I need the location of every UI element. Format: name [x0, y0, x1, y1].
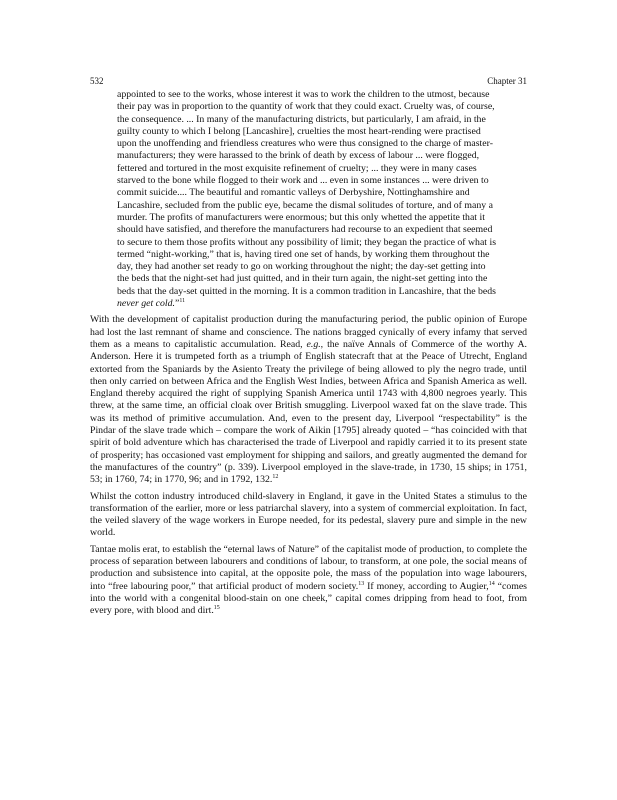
quote-close-mark: ”: [174, 298, 180, 310]
paragraph-text-cont: If money, according to Augier,: [364, 580, 489, 592]
footnote-marker-14[interactable]: 14: [488, 580, 495, 587]
paragraph-text: Tantae molis erat, to establish the “eternal laws of Nature” of the capitalist mode of production, to complete the process of separation between labourers and conditions of labour, to transform, at one pole, the social means of production and subsistence into capital, at the opposite pole, the mass of the population into wage labourers, into “free labouring poor,” that artificial product of modern society.: [90, 543, 527, 592]
paragraph-text: With the development of capitalist production during the manufacturing period, the public opinion of Europe had lost the last remnant of shame and conscience. The nations bragged cynically of every infamy that served them as a means to capitalistic accumulation. Read,: [90, 314, 527, 350]
running-header: [90, 76, 527, 87]
quote-italic-text: never get cold.: [117, 298, 175, 310]
paragraph-text-cont: the naïve Annals of Commerce of the worthy A. Anderson. Here it is trumpeted forth as a triumph of English statecraft that at the Peace of Utrecht, England extorted from the Spaniards by the Asiento Treaty the privilege of being allowed to ply the negro trade, until then only carried on between Africa and the English West Indies, between Africa and Spanish America as well. England thereby acquired the right of supplying Spanish America until 1743 with 4,800 negroes yearly. This threw, at the same time, an official cloak over British smuggling. Liverpool waxed fat on the slave trade. This was its method of primitive accumulation. And, even to the present day, Liverpool “respectability” is the Pindar of the slave trade which – compare the work of Aikin [1795] already quoted – “has coincided with that spirit of bold adventure which has characterised the trade of Liverpool and rapidly carried it to its present state of prosperity; has occasioned vast employment for shipping and sailors, and greatly augmented the demand for the manufactures of the country” (p. 339). Liverpool employed in the slave-trade, in 1730, 15 ships; in 1751, 53; in 1760, 74; in 1770, 96; and in 1792, 132.: [90, 338, 528, 486]
paragraph-text: Whilst the cotton industry introduced child-slavery in England, it gave in the United States a stimulus to the transformation of the earlier, more or less patriarchal slavery, into a system of commercial exploitation. In fact, the veiled slavery of the wage workers in Europe needed, for its pedestal, slavery pure and simple in the new world.: [90, 490, 527, 539]
footnote-marker-13[interactable]: 13: [358, 580, 365, 587]
footnote-marker-12[interactable]: 12: [272, 474, 279, 481]
block-quote: [117, 89, 499, 310]
book-page: [90, 76, 527, 726]
italic-eg: e.g.,: [306, 338, 324, 350]
paragraph-cotton-industry: [90, 491, 527, 540]
paragraph-slave-trade: [90, 314, 527, 486]
page-number: 532: [90, 76, 104, 86]
footnote-marker-11[interactable]: 11: [179, 298, 186, 305]
paragraph-tantae-molis: [90, 544, 527, 618]
chapter-label: Chapter 31: [487, 76, 527, 86]
quote-text: appointed to see to the works, whose interest it was to work the children to the utmost, because their pay was in proportion to the quantity of work that they could exact. Cruelty was, of course, the consequence. ... In many of the manufacturing districts, but particularly, I am afraid, in the guilty county to which I belong [Lancashire], cruelties the most heart-rending were practised upon the unoffending and friendless creatures who were thus consigned to the charge of master-manufacturers; they were harassed to the brink of death by excess of labour ... were flogged, fettered and tortured in the most exquisite refinement of cruelty; ... they were in many cases starved to the bone while flogged to their work and ... even in some instances ... were driven to commit suicide.... The beautiful and romantic valleys of Derbyshire, Nottinghamshire and Lancashire, secluded from the public eye, became the dismal solitudes of torture, and of many a murder. The profits of manufacturers were enormous; but this only whetted the appetite that it should have satisfied, and therefore the manufacturers had recourse to an expedient that seemed to secure to them those profits without any possibility of limit; they began the practice of what is termed “night-working,” that is, having tired one set of hands, by working them throughout the day, they had another set ready to go on working throughout the night; the day-set getting into the beds that the night-set had just quitted, and in their turn again, the night-set getting into the beds that the day-set quitted in the morning. It is a common tradition in Lancashire, that the beds: [117, 89, 497, 297]
footnote-marker-15[interactable]: 15: [213, 605, 220, 612]
paragraph-text-end: “comes into the world with a congenital blood-stain on one cheek,” capital comes dripping from head to foot, from every pore, with blood and dirt.: [90, 580, 527, 617]
